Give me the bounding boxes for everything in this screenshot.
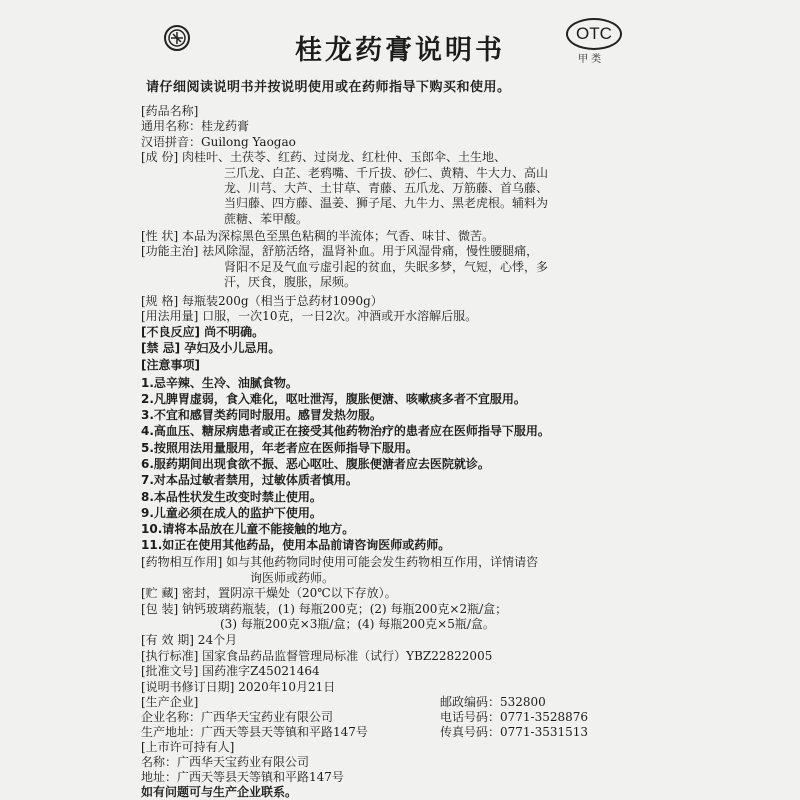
appearance: [性 状] 本品为深棕黑色至黑色粘稠的半流体；气香、味甘、微苦。 [141, 229, 494, 243]
otc-badge: OTC [566, 18, 622, 50]
section-precautions: [注意事项] [141, 358, 200, 372]
ingredients-cont: 当归藤、四方藤、温姜、狮子尾、九牛力、黑老虎根。辅料为 [224, 196, 549, 210]
holder-address: 地址：广西天等县天等镇和平路147号 [141, 770, 344, 784]
precaution-item: 8.本品性状发生改变时禁止使用。 [141, 490, 322, 504]
indications-cont: 肾阳不足及气血亏虚引起的贫血，失眠多梦，气短，心悸，多 [224, 260, 549, 274]
standard: [执行标准] 国家食品药品监督管理局标准（试行）YBZ22822005 [141, 649, 493, 663]
drug-interactions-cont: 询医师或药师。 [250, 571, 335, 585]
section-license-holder: [上市许可持有人] [141, 740, 235, 754]
dosage: [用法用量] 口服，一次10克，一日2次。冲酒或开水溶解后服。 [141, 309, 478, 323]
page-title: 桂龙药膏说明书 [295, 35, 505, 66]
fax-number: 传真号码：0771-3531513 [440, 725, 589, 739]
contact-note: 如有问题可与生产企业联系。 [141, 785, 298, 799]
precaution-item: 5.按照用法用量服用，年老者应在医师指导下服用。 [141, 441, 418, 455]
phone-number: 电话号码：0771-3528876 [440, 710, 589, 724]
otc-class-label: 甲 类 [578, 54, 602, 65]
precaution-item: 9.儿童必须在成人的监护下使用。 [141, 506, 322, 520]
indications-cont: 汗，厌食，腹胀，尿频。 [224, 275, 357, 289]
postal-code: 邮政编码：532800 [440, 695, 546, 709]
drug-interactions: [药物相互作用] 如与其他药物同时使用可能会发生药物相互作用，详情请咨 [141, 555, 539, 569]
ingredients-cont: 龙、川芎、大芦、土甘草、青藤、五爪龙、万筋藤、首乌藤、 [224, 181, 549, 195]
section-manufacturer: [生产企业] [141, 695, 199, 709]
precaution-item: 6.服药期间出现食欲不振、恶心呕吐、腹胀便溏者应去医院就诊。 [141, 457, 490, 471]
indications: [功能主治] 祛风除湿，舒筋活络，温肾补血。用于风湿骨痛，慢性腰腿痛， [141, 244, 539, 258]
packaging-cont: (3) 每瓶200克×3瓶/盒；(4) 每瓶200克×5瓶/盒。 [220, 617, 495, 631]
revision-date: [说明书修订日期] 2020年10月21日 [141, 680, 336, 694]
pinyin-name: 汉语拼音：Guilong Yaogao [141, 135, 296, 149]
precaution-item: 3.不宜和感冒类药同时服用。感冒发热勿服。 [141, 408, 382, 422]
precaution-item: 1.忌辛辣、生冷、油腻食物。 [141, 376, 298, 390]
ingredients-cont: 三爪龙、白芷、老鸦嘴、千斤拔、砂仁、黄精、牛大力、高山 [224, 166, 549, 180]
precaution-item: 11.如正在使用其他药品，使用本品前请咨询医师或药师。 [141, 538, 451, 552]
ingredients-cont: 蔗糖、苯甲酸。 [224, 212, 309, 226]
company-name: 企业名称：广西华天宝药业有限公司 [141, 710, 334, 724]
holder-name: 名称：广西华天宝药业有限公司 [141, 755, 310, 769]
specification: [规 格] 每瓶装200g（相当于总药材1090g） [141, 294, 383, 308]
generic-name: 通用名称：桂龙药膏 [141, 119, 250, 133]
shelf-life: [有 效 期] 24个月 [141, 633, 238, 647]
precaution-item: 10.请将本品放在儿童不能接触的地方。 [141, 522, 355, 536]
production-address: 生产地址：广西天等县天等镇和平路147号 [141, 725, 368, 739]
reading-instruction: 请仔细阅读说明书并按说明使用或在药师指导下购买和使用。 [146, 80, 511, 95]
storage: [贮 藏] 密封，置阴凉干燥处（20℃以下存放）。 [141, 586, 397, 600]
contraindications: [禁 忌] 孕妇及小儿忌用。 [141, 341, 281, 355]
section-drug-name: [药品名称] [141, 104, 199, 118]
packaging: [包 装] 钠钙玻璃药瓶装，(1) 每瓶200克；(2) 每瓶200克×2瓶/盒； [141, 602, 508, 616]
adverse-reactions: [不良反应] 尚不明确。 [141, 325, 265, 339]
approval-number: [批准文号] 国药准字Z45021464 [141, 664, 320, 678]
precaution-item: 2.凡脾胃虚弱，食入难化，呕吐泄泻，腹胀便溏、咳嗽痰多者不宜服用。 [141, 392, 526, 406]
ingredients: [成 份] 肉桂叶、土茯苓、红药、过岗龙、红杜仲、玉郎伞、土生地、 [141, 150, 506, 164]
precaution-item: 7.对本品过敏者禁用，过敏体质者慎用。 [141, 473, 358, 487]
precaution-item: 4.高血压、糖尿病患者或正在接受其他药物治疗的患者应在医师指导下服用。 [141, 424, 550, 438]
